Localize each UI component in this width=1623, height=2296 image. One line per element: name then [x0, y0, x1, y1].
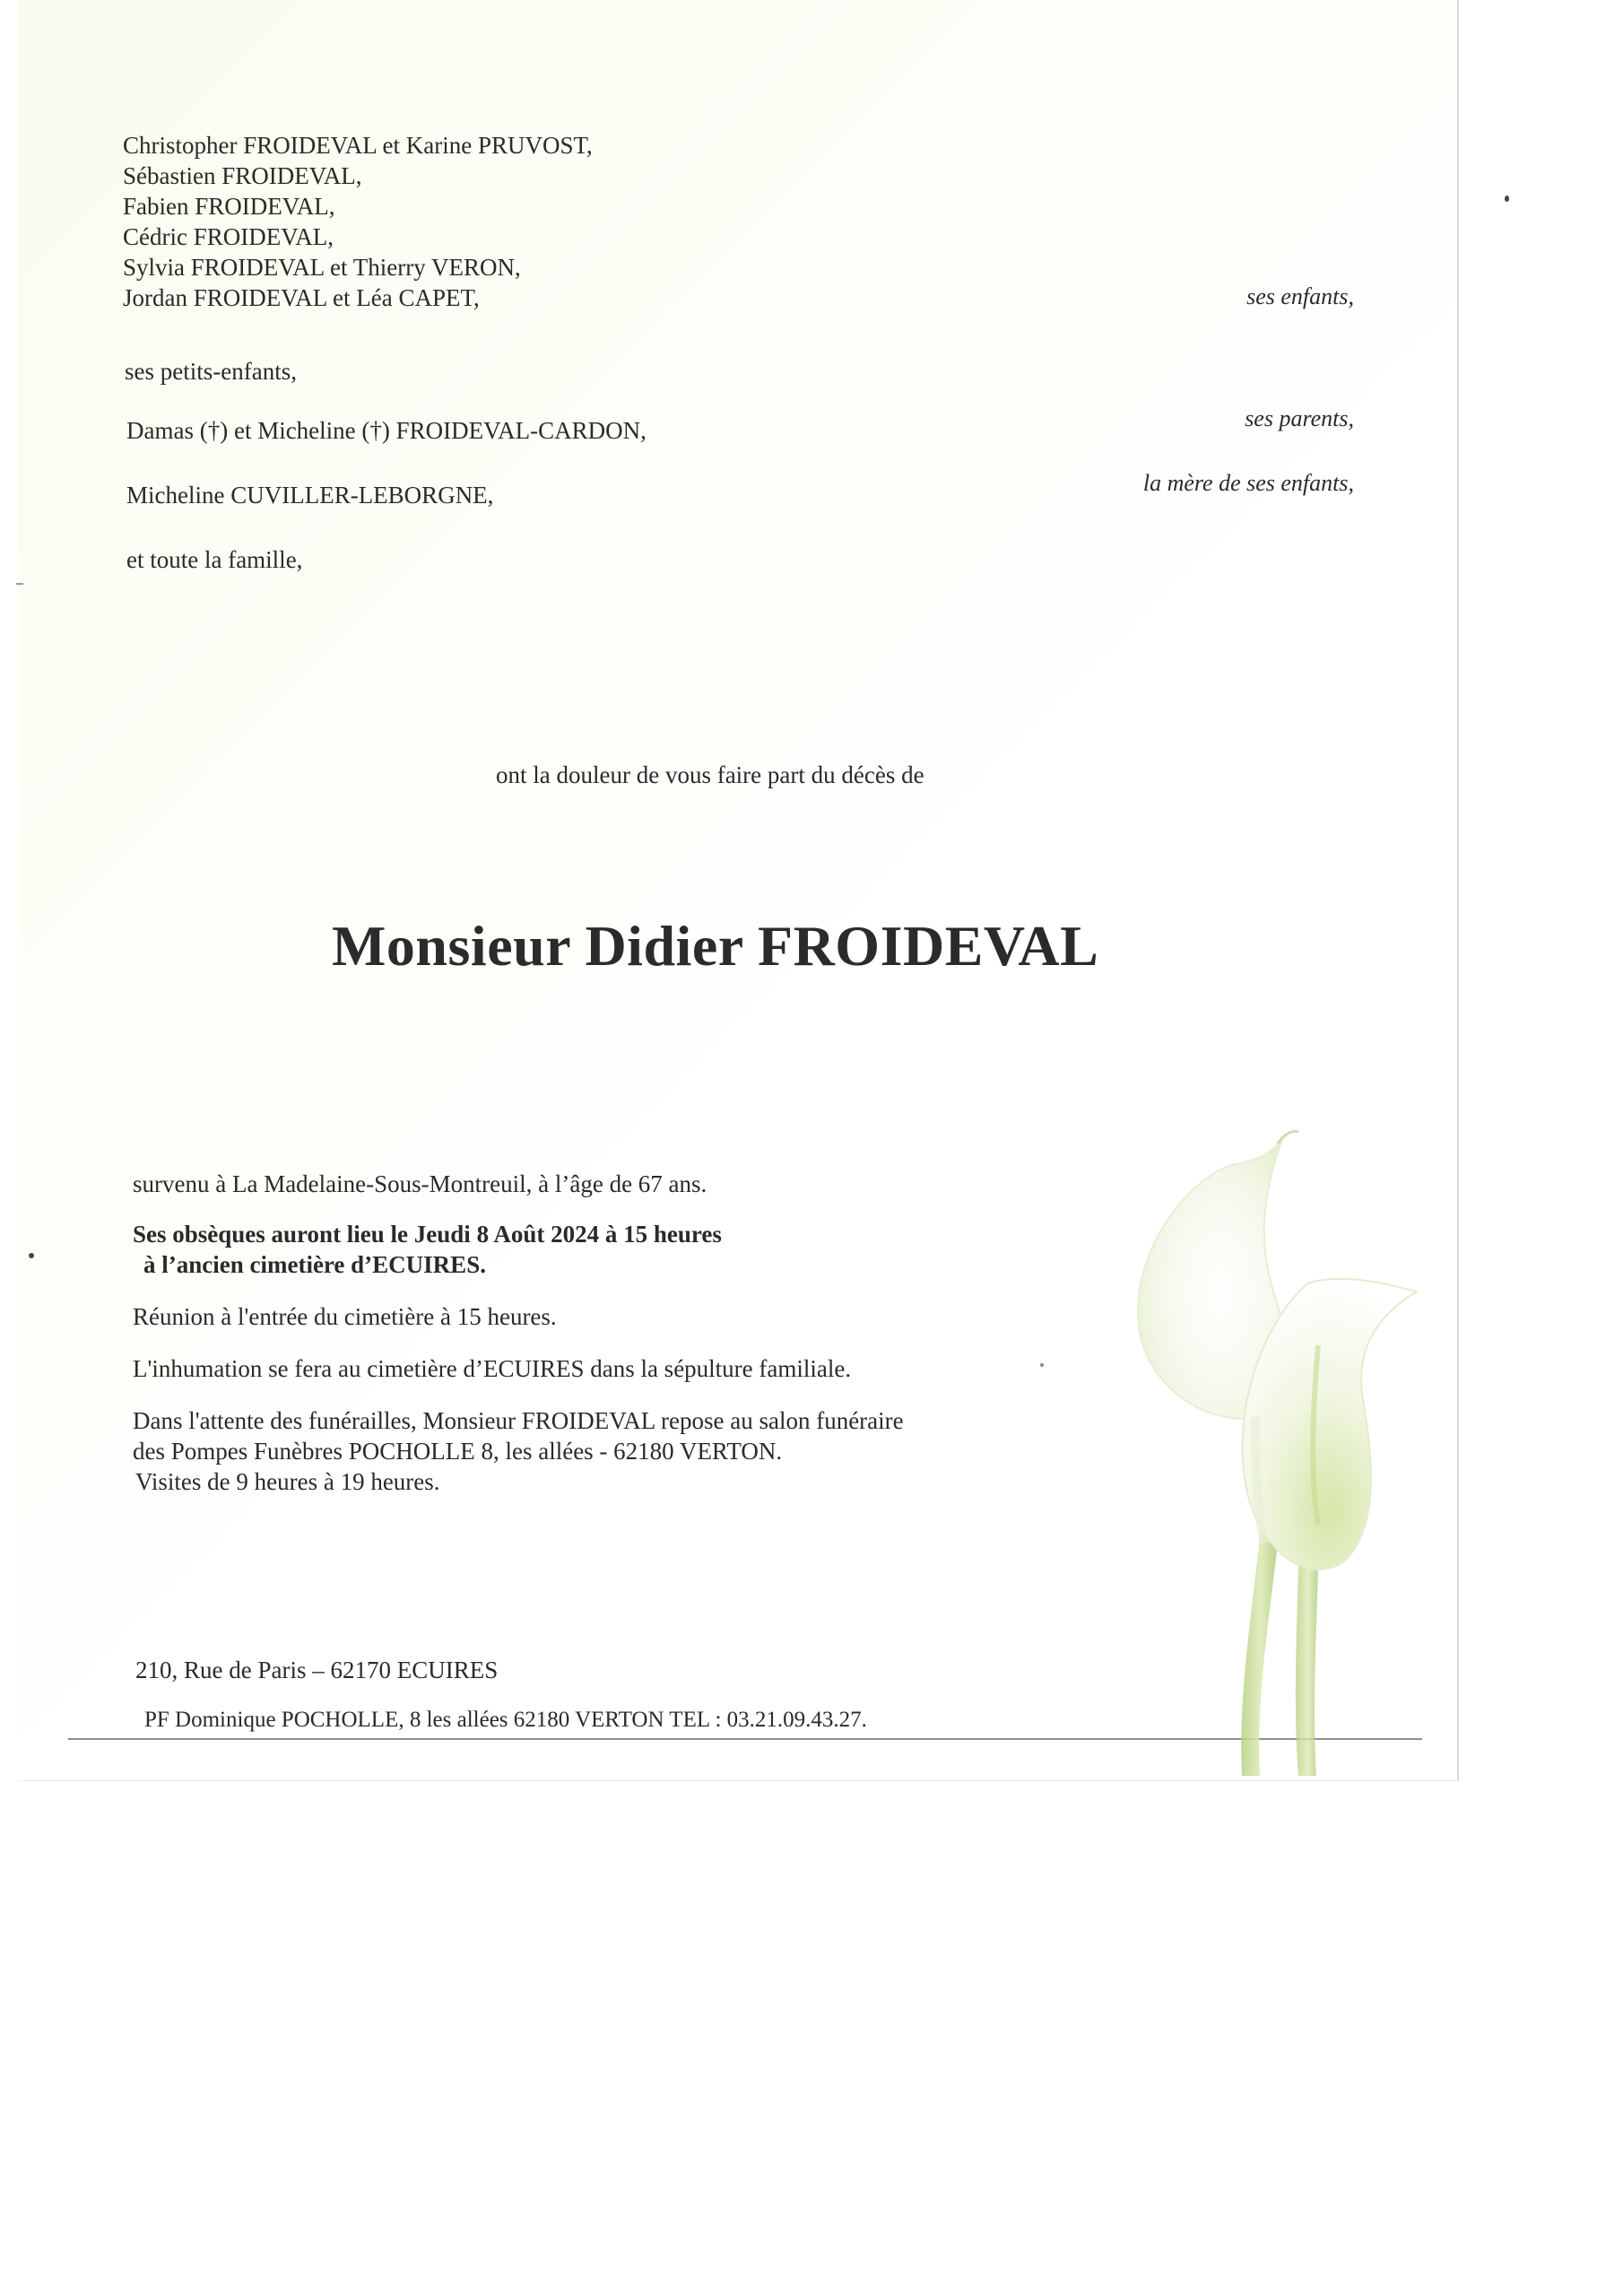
announcement-line: ont la douleur de vous faire part du décès de — [496, 761, 924, 788]
children-role: ses enfants, — [1246, 283, 1354, 309]
mother-role: la mère de ses enfants, — [1142, 470, 1354, 496]
funeral-home-footer: PF Dominique POCHOLLE, 8 les allées 62180 VERTON TEL : 03.21.09.43.27. — [144, 1708, 867, 1732]
rest-line-2: des Pompes Funèbres POCHOLLE 8, les allées - 62180 VERTON. — [133, 1438, 783, 1465]
scan-speck — [1505, 196, 1509, 202]
mother-line: Micheline CUVILLER-LEBORGNE, — [126, 482, 494, 509]
scan-speck — [29, 1253, 34, 1258]
grandchildren-line: ses petits-enfants, — [125, 358, 297, 385]
rest-line-3: Visites de 9 heures à 19 heures. — [135, 1468, 440, 1495]
scan-speck — [1040, 1363, 1044, 1367]
child-line-5: Sylvia FROIDEVAL et Thierry VERON, — [123, 254, 521, 281]
death-details: survenu à La Madelaine-Sous-Montreuil, à l’âge de 67 ans. — [133, 1170, 707, 1197]
child-line-3: Fabien FROIDEVAL, — [123, 193, 335, 220]
child-line-6: Jordan FROIDEVAL et Léa CAPET, — [123, 284, 480, 311]
child-line-4: Cédric FROIDEVAL, — [123, 223, 334, 250]
rest-line-1: Dans l'attente des funérailles, Monsieur FROIDEVAL repose au salon funéraire — [133, 1407, 904, 1434]
notice-sheet — [18, 0, 1459, 1781]
family-line: et toute la famille, — [126, 546, 303, 573]
child-line-1: Christopher FROIDEVAL et Karine PRUVOST, — [123, 132, 593, 159]
address-line: 210, Rue de Paris – 62170 ECUIRES — [135, 1657, 499, 1683]
scan-speck — [16, 583, 23, 585]
burial-line: L'inhumation se fera au cimetière d’ECUIRES dans la sépulture familiale. — [133, 1355, 852, 1382]
deceased-name: Monsieur Didier FROIDEVAL — [332, 914, 1099, 978]
meeting-line: Réunion à l'entrée du cimetière à 15 heures. — [133, 1303, 557, 1330]
funeral-line-2: à l’ancien cimetière d’ECUIRES. — [143, 1251, 486, 1278]
parents-role: ses parents, — [1245, 405, 1354, 431]
child-line-2: Sébastien FROIDEVAL, — [123, 162, 362, 189]
calla-lily-image — [1076, 1130, 1453, 1776]
parents-line: Damas (†) et Micheline (†) FROIDEVAL-CARDON, — [126, 417, 647, 444]
funeral-line-1: Ses obsèques auront lieu le Jeudi 8 Août 2024 à 15 heures — [133, 1221, 722, 1248]
